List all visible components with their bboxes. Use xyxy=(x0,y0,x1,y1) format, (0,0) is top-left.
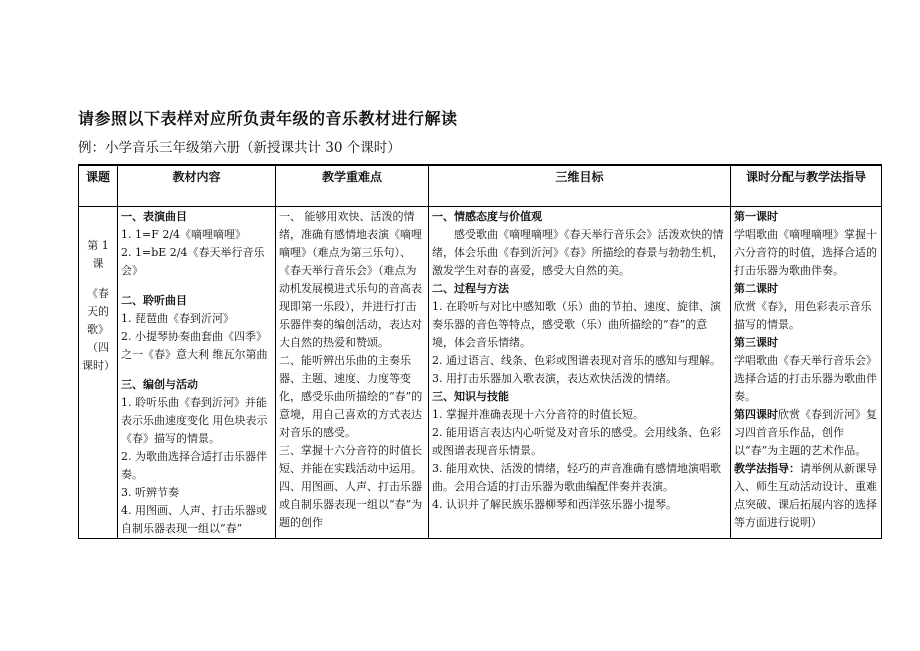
goals-section-2: 二、过程与方法 xyxy=(432,282,509,295)
focus-cell xyxy=(276,207,429,539)
goals-cell xyxy=(429,207,731,539)
header-goals: 三维目标 xyxy=(429,165,731,207)
goals-item: 3. 用打击乐器加入歌表演，表达欢快活泼的情绪。 xyxy=(432,372,677,385)
header-content: 教材内容 xyxy=(118,165,276,207)
lesson-hours: （四课时） xyxy=(82,341,115,372)
method-text: 请举例从新课导入、师生互动活动设计、重难点突破、课后拓展内容的选择等方面进行说明） xyxy=(734,462,877,529)
content-cell xyxy=(118,207,276,539)
period-text: 欣赏《春》，用色彩表示音乐描写的情景。 xyxy=(734,300,872,331)
period-text: 学唱歌曲《春天举行音乐会》选择合适的打击乐器为歌曲伴奏。 xyxy=(734,354,877,403)
focus-item: 二、能听辨出乐曲的主奏乐器、主题、速度、力度等变化，感受乐曲所描绘的“春”的意境，用自己喜欢的方式表达对音乐的感受。 xyxy=(279,354,423,439)
goals-item: 2. 通过语言、线条、色彩或图谱表现对音乐的感知与理解。 xyxy=(432,354,721,367)
content-item: 2. 1=bE 2/4《春天举行音乐会》 xyxy=(121,246,265,277)
period-text: 学唱歌曲《嘀哩嘀哩》掌握十六分音符的时值，选择合适的打击乐器为歌曲伴奏。 xyxy=(734,228,877,277)
document-subtitle: 例：小学音乐三年级第六册（新授课共计 30 个课时） xyxy=(78,140,401,156)
document-title: 请参照以下表样对应所负责年级的音乐教材进行解读 xyxy=(78,109,458,128)
focus-item: 四、用图画、人声、打击乐器或自制乐器表现一组以“春”为题的创作 xyxy=(279,480,423,529)
goals-item: 2. 能用语言表达内心听觉及对音乐的感受。会用线条、色彩或图谱表现音乐情景。 xyxy=(432,426,721,457)
method-heading: 教学法指导： xyxy=(734,462,800,475)
lesson-plan-table xyxy=(78,164,882,539)
content-item: 1. 1=F 2/4《嘀哩嘀哩》 xyxy=(121,228,247,241)
content-item: 1. 聆听乐曲《春到沂河》并能表示乐曲速度变化 用色块表示《春》描写的情景。 xyxy=(121,396,268,445)
content-item: 2. 小提琴协奏曲套曲《四季》之一《春》意大利 维瓦尔第曲 xyxy=(121,330,268,361)
period-heading: 第一课时 xyxy=(734,210,778,223)
goals-item: 1. 掌握并准确表现十六分音符的时值长短。 xyxy=(432,408,644,421)
header-topic: 课题 xyxy=(79,165,118,207)
table-row xyxy=(79,207,882,539)
content-item: 1. 琵琶曲《春到沂河》 xyxy=(121,312,234,325)
content-item: 4. 用图画、人声、打击乐器或自制乐器表现一组以“春” xyxy=(121,504,267,535)
allocation-cell xyxy=(731,207,882,539)
goals-section-1: 一、情感态度与价值观 xyxy=(432,210,542,223)
period-text: 欣赏《春到沂河》复习四首音乐作品，创作以“春”为主题的艺术作品。 xyxy=(734,408,877,457)
period-heading: 第四课时 xyxy=(734,408,778,421)
goals-item: 3. 能用欢快、活泼的情绪，轻巧的声音准确有感情地演唱歌曲。会用合适的打击乐器为歌曲编配伴奏并表演。 xyxy=(432,462,721,493)
header-focus: 教学重难点 xyxy=(276,165,429,207)
goals-item: 4. 认识并了解民族乐器柳琴和西洋弦乐器小提琴。 xyxy=(432,498,677,511)
period-heading: 第二课时 xyxy=(734,282,778,295)
period-heading: 第三课时 xyxy=(734,336,778,349)
goals-section-3: 三、知识与技能 xyxy=(432,390,509,403)
content-item: 2. 为歌曲选择合适打击乐器伴奏。 xyxy=(121,450,267,481)
content-section-3: 三、编创与活动 xyxy=(121,378,198,391)
goals-item: 1. 在聆听与对比中感知歌（乐）曲的节拍、速度、旋律、演奏乐器的音色等特点，感受歌（乐）曲所描绘的“春”的意境，体会音乐情绪。 xyxy=(432,300,721,349)
focus-item: 三、掌握十六分音符的时值长短、并能在实践活动中运用。 xyxy=(279,444,422,475)
content-item: 3. 听辨节奏 xyxy=(121,486,179,499)
lesson-number: 第 1 课 xyxy=(87,239,109,270)
focus-item: 一、 能够用欢快、活泼的情绪，准确有感情地表演《嘀哩嘀哩》（难点为第三乐句）、《春天举行音乐会》（难点为动机发展模进式乐句的音高表现即第一乐段），并进行打击乐器伴奏的编创活动，表达对大自然的热爱和赞颂。 xyxy=(279,210,422,349)
goals-text: 感受歌曲《嘀哩嘀哩》《春天举行音乐会》活泼欢快的情绪，体会乐曲《春到沂河》《春》所描绘的春景与勃勃生机，激发学生对春的喜爱，感受大自然的美。 xyxy=(432,228,724,277)
content-section-1: 一、表演曲目 xyxy=(121,210,187,223)
lesson-name: 《春天的歌》 xyxy=(87,287,109,336)
header-allocation: 课时分配与教学法指导 xyxy=(731,165,882,207)
lesson-cell xyxy=(79,207,118,539)
content-section-2: 二、聆听曲目 xyxy=(121,294,187,307)
table-header-row xyxy=(79,165,882,207)
